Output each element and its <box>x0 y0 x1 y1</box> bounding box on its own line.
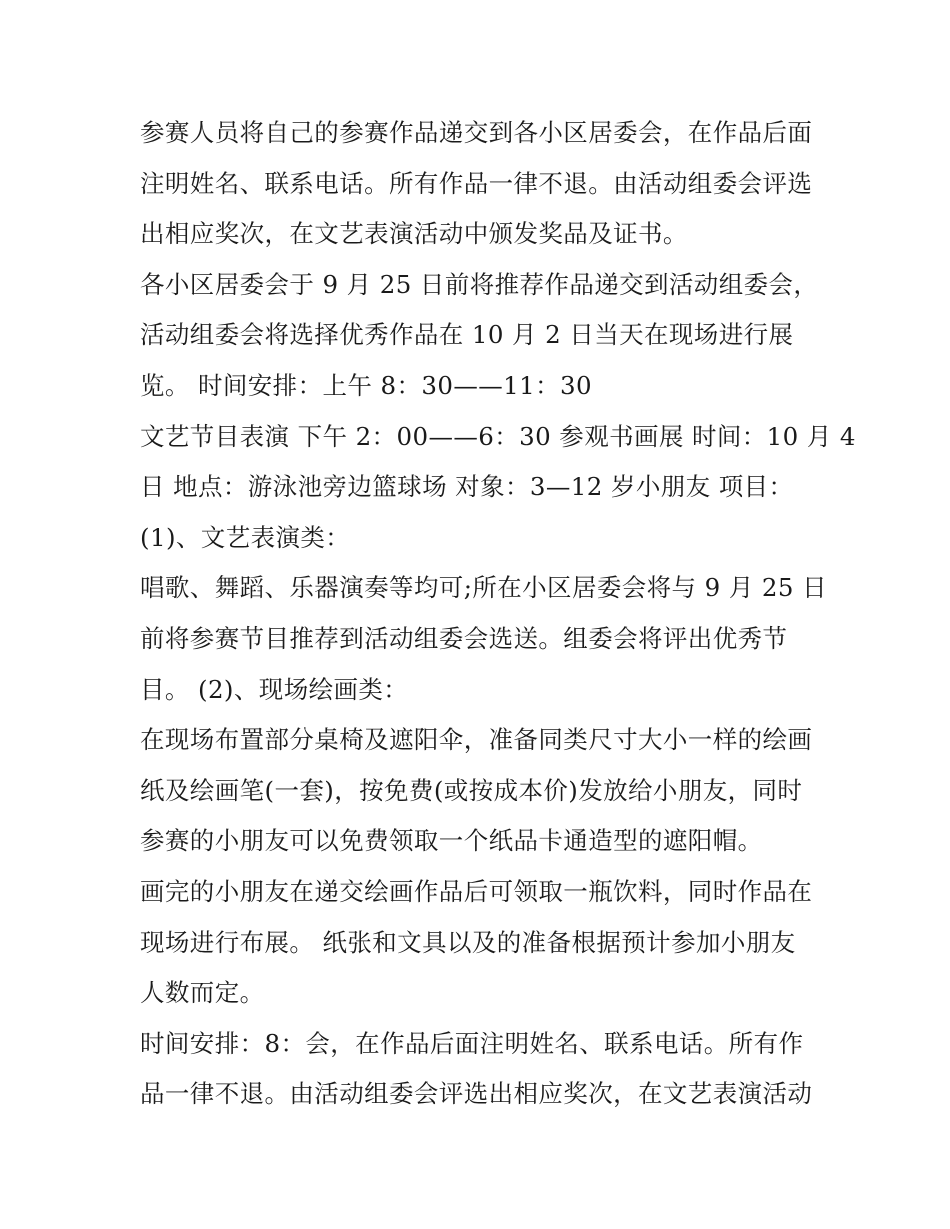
text-line: 在现场布置部分桌椅及遮阳伞，准备同类尺寸大小一样的绘画 <box>140 725 813 755</box>
text-line: 文艺节目表演 下午 2：00——6：30 参观书画展 时间：10 月 4 <box>140 421 856 451</box>
text-line: 前将参赛节目推荐到活动组委会选送。组委会将评出优秀节 <box>140 623 788 653</box>
text-line: 品一律不退。由活动组委会评选出相应奖次，在文艺表演活动 <box>140 1079 813 1109</box>
text-line: 唱歌、舞蹈、乐器演奏等均可;所在小区居委会将与 9 月 25 日 <box>140 573 827 603</box>
text-line: 画完的小朋友在递交绘画作品后可领取一瓶饮料，同时作品在 <box>140 876 813 906</box>
text-line: 日 地点：游泳池旁边篮球场 对象：3—12 岁小朋友 项目： <box>140 472 794 502</box>
document-body <box>140 108 856 1120</box>
text-line: 活动组委会将选择优秀作品在 10 月 2 日当天在现场进行展 <box>140 320 794 350</box>
text-line: 注明姓名、联系电话。所有作品一律不退。由活动组委会评选 <box>140 168 813 198</box>
text-line: 人数而定。 <box>140 978 265 1008</box>
text-line: (1)、文艺表演类： <box>140 522 351 552</box>
text-line: 目。 (2)、现场绘画类： <box>140 674 409 704</box>
text-line: 参赛人员将自己的参赛作品递交到各小区居委会，在作品后面 <box>140 118 813 147</box>
text-line: 纸及绘画笔(一套)，按免费(或按成本价)发放给小朋友，同时 <box>140 775 803 805</box>
text-line: 参赛的小朋友可以免费领取一个纸品卡通造型的遮阳帽。 <box>140 826 763 856</box>
text-line: 览。 时间安排：上午 8：30——11：30 <box>140 370 592 400</box>
text-line: 现场进行布展。 纸张和文具以及的准备根据预计参加小朋友 <box>140 927 796 957</box>
text-line: 各小区居委会于 9 月 25 日前将推荐作品递交到活动组委会， <box>140 269 819 299</box>
text-line: 时间安排：8：会，在作品后面注明姓名、联系电话。所有作 <box>140 1028 804 1058</box>
text-line: 出相应奖次，在文艺表演活动中颁发奖品及证书。 <box>140 219 688 249</box>
